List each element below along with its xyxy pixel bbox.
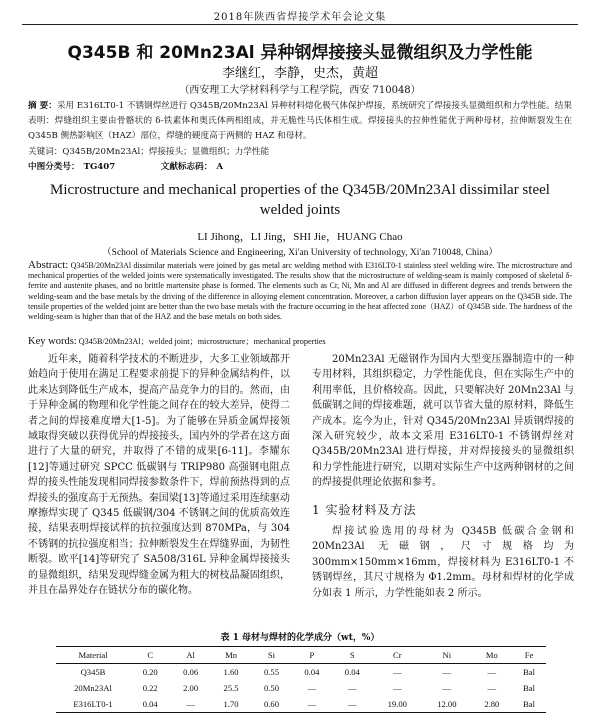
material-paragraph: 20Mn23Al 无磁钢作为国内大型变压器制造中的一种专用材料，其组织稳定，力学性能优良，但在实际生产中的利用率低，且价格较高。因此，只要解决好 20Mn23Al 与低碳钢之间的焊接难题，就可以节省大量的原材料，降低生产成本。迄今为止，针对 Q345/20Mn23Al 异质钢焊接的深入研究较少，故本文采用 E316LT0-1 不锈钢焊丝对 Q345B/20Mn23Al 进行焊接，并对焊接接头的显微组织和力学性能进行研究，以期对实际生产中这两种钢材的之间的焊接提供理论依据和参考。 <box>312 354 574 489</box>
table-header-cell: Cr <box>373 647 423 664</box>
table-header-cell: S <box>332 647 372 664</box>
body-column-right <box>312 352 574 601</box>
table-cell: — <box>307 683 317 693</box>
header-rule <box>22 24 578 25</box>
table-cell: Q345B <box>80 667 106 677</box>
table-cell: — <box>442 683 452 693</box>
table-cell: 0.06 <box>183 667 199 677</box>
table-cell: 0.04 <box>304 667 320 677</box>
cn-abstract-label: 摘 要： <box>28 101 57 111</box>
cn-clc-value: TG407 <box>83 162 116 172</box>
table-cell: — <box>348 683 357 693</box>
table-cell: 12.00 <box>422 696 472 713</box>
en-abstract <box>28 260 572 322</box>
section-1-heading: 1 实验材料及方法 <box>312 502 417 517</box>
en-keywords <box>28 336 572 347</box>
cn-keywords-text: Q345B/20Mn23Al；焊接接头；显微组织；力学性能 <box>62 147 270 157</box>
table-cell: 0.04 <box>344 667 360 677</box>
table-cell: 0.55 <box>263 667 279 677</box>
table-cell: — <box>442 667 452 677</box>
table-cell: — <box>170 696 210 713</box>
table-cell: — <box>487 667 497 677</box>
table-cell: 0.60 <box>251 696 291 713</box>
method-paragraph: 焊接试验选用的母材为 Q345B 低碳合金钢和 20Mn23Al 无磁钢，尺寸规格均为 300mm×150mm×16mm，焊接材料为 E316LT0-1 不锈钢焊丝，其尺寸规格为 Φ1.2mm。母材和焊材的化学成分如表 1 所示，力学性能如表 2 所示。 <box>312 526 574 599</box>
cn-classification <box>28 160 572 172</box>
cn-clc-label: 中图分类号： <box>28 162 80 172</box>
table-header-cell: Material <box>56 647 130 664</box>
composition-table <box>56 646 546 713</box>
table-cell: 2.80 <box>472 696 512 713</box>
table-cell: 0.50 <box>263 683 279 693</box>
cn-authors: 李继红，李静，史杰，黄超 <box>221 66 378 81</box>
cn-title: Q345B 和 20Mn23Al 异种钢焊接接头显微组织及力学性能 <box>67 43 533 63</box>
table-cell: 19.00 <box>373 696 423 713</box>
cn-affiliation: （西安理工大学材料科学与工程学院，西安 710048） <box>179 85 421 96</box>
table-header-cell: Mn <box>211 647 251 664</box>
table-header-cell: Ni <box>422 647 472 664</box>
table-cell: — <box>393 683 402 693</box>
table-cell: 1.70 <box>211 696 251 713</box>
intro-paragraph: 近年来，随着科学技术的不断进步，大多工业领域都开始趋向于使用在满足工程要求前提下的异种金属结构件，以此来达到降低生产成本，提高产品竞争力的目的。然而，由于异种金属的物理和化学性能之间存在的较大差异，使得二者之间的焊接难度增大[1-5]。为了能够在异质金属焊接领域取得突破以获得优异的焊接接头，国内外的学者在这方面进行了大量的研究，并取得了不错的成果[6-11]。李耀东[12]等通过研究 SPCC 低碳钢与 TRIP980 高强钢电阻点焊的接头性能发现相同焊接参数条件下，焊前预热得到的点焊接头的强度高于无预热。秦国梁[13]等通过采用连续驱动摩擦焊实现了 Q345 低碳钢/304 不锈钢之间的优质高效连接，结果表明焊接试样的抗拉强度达到 870MPa，与 304 不锈钢的抗拉强度相当；拉伸断裂发生在焊缝界面，为韧性断裂。欧平[14]等研究了 SA508/316L 异种金属焊接接头的显微组织，结果发现焊缝金属为粗大的树枝晶凝固组织，并且在晶界处存在链状分布的碳化物。 <box>28 354 290 597</box>
table-cell: 0.20 <box>142 667 158 677</box>
table-header-cell: P <box>292 647 332 664</box>
table-header-cell: Si <box>251 647 291 664</box>
en-keywords-text: Q345B/20Mn23Al；welded joint；microstructure；mechanical properties <box>78 337 326 346</box>
table-1-caption: 表 1 母材与焊材的化学成分（wt，%） <box>220 633 380 643</box>
cn-doc-value: A <box>216 162 223 172</box>
table-header-cell: Mo <box>472 647 512 664</box>
body-column-left <box>28 352 290 599</box>
table-cell: Bal <box>523 683 535 693</box>
table-cell: 1.60 <box>223 667 239 677</box>
running-header: 2018年陕西省焊接学术年会论文集 <box>213 12 387 23</box>
cn-abstract-text: 采用 E316LT0-1 不锈钢焊丝进行 Q345B/20Mn23Al 异种材料熔化极气体保护焊接，系统研究了焊接接头显微组织和力学性能。结果表明：焊缝组织主要由骨骼状的 δ-铁素体和奥氏体两相组成，并无脆性马氏体相生成。焊接接头的拉伸性能优于两种母材，拉伸断裂发生在 Q345B 侧热影响区（HAZ）部位，焊缝的硬度高于两侧的 HAZ 和母材。 <box>28 101 572 141</box>
table-cell: 25.5 <box>223 683 239 693</box>
table-row <box>56 664 546 681</box>
table-row <box>56 680 546 696</box>
table-header-cell: Fe <box>512 647 546 664</box>
table-cell: — <box>487 683 497 693</box>
en-keywords-label: Key words: <box>28 336 77 347</box>
cn-doc-label: 文献标志码： <box>160 162 213 172</box>
table-header-row <box>56 647 546 664</box>
en-affiliation: （School of Materials Science and Engineering, Xi'an University of technology, Xi'an 710048, China） <box>102 248 498 258</box>
en-abstract-text: Q345B/20Mn23Al dissimilar materials were joined by gas metal arc welding method with E316LT0-1 stainless steel welding wire. The microstructure and mechanical properties of the welded joints were systematically investigated. The results show that the microstructure of welding-seam is mainly composed of skeletal δ-ferrite and austenite phases, and no brittle martensite phase is formed. The elements such as Cr, Ni, Mn and Al are diffused in different degrees and trends between the welding-seam and the base metals by the driving of the difference in alloying element concentration. Moreover, a carbon diffusion layer appears on the Q345B side. The tensile properties of the welded joint are better than the two base metals with the fracture occurring in the heat affected zone（HAZ）of Q345B side. The hardness of the welding-seam is higher than that of the HAZ and the base metals on both sides. <box>28 261 572 322</box>
table-cell: — <box>292 696 332 713</box>
en-abstract-label: Abstract: <box>28 259 69 271</box>
table-cell: 2.00 <box>183 683 199 693</box>
table-cell: 0.22 <box>142 683 158 693</box>
table-row <box>56 696 546 713</box>
cn-keywords-label: 关键词： <box>28 147 63 157</box>
en-authors: LI Jihong，LI Jing，SHI Jie，HUANG Chao <box>197 231 403 243</box>
table-cell: 20Mn23Al <box>74 683 112 693</box>
table-cell: — <box>332 696 372 713</box>
table-header-cell: C <box>130 647 170 664</box>
table-cell: Bal <box>523 667 535 677</box>
en-title: Microstructure and mechanical properties of the Q345B/20Mn23Al dissimilar steel welded joints <box>50 182 550 218</box>
table-header-cell: Al <box>170 647 210 664</box>
table-cell: E316LT0-1 <box>56 696 130 713</box>
cn-keywords <box>28 145 572 157</box>
table-cell: — <box>393 667 402 677</box>
table-cell: Bal <box>512 696 546 713</box>
cn-abstract <box>28 99 572 144</box>
table-cell: 0.04 <box>130 696 170 713</box>
